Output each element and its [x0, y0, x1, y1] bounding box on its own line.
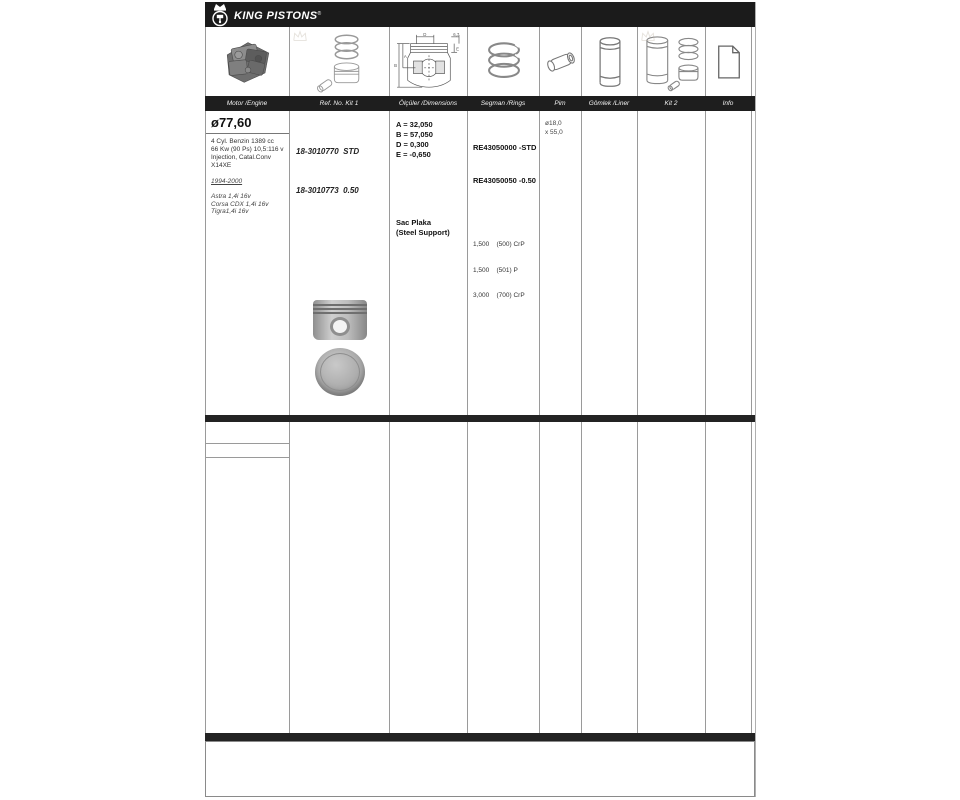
- piston-pin-hole: [330, 317, 350, 336]
- piston-ring-grooves: [313, 304, 367, 315]
- pin-dimensions: ø18,0 x 55,0: [545, 120, 563, 136]
- footer-box: [205, 741, 755, 797]
- piston-dimensions-icon: [393, 32, 465, 92]
- empty-liner-cell: [582, 422, 638, 733]
- engine-years: 1994-2000: [211, 178, 243, 185]
- col-label-kit2: Kit 2: [664, 100, 678, 107]
- ref-kit1-cell: [290, 111, 390, 415]
- empty-kit2-cell: [638, 422, 706, 733]
- pin-cell: [540, 111, 582, 415]
- col-label-dimensions: Ölçüler /Dimensions: [398, 100, 458, 107]
- crown-watermark-icon: [640, 29, 656, 43]
- catalog-page: [205, 2, 756, 797]
- info-cell: [706, 111, 752, 415]
- header-icon-row: [205, 27, 753, 96]
- dimensions-cell: [390, 111, 468, 415]
- col-label-rings: Segman /Rings: [480, 100, 526, 107]
- steel-support-note: Sac Plaka (Steel Support): [396, 218, 450, 237]
- svg-text:A: A: [403, 53, 407, 59]
- pin-icon: [541, 42, 581, 82]
- engine-specs: 4 Cyl. Benzin 1389 cc 66 Kw (90 Ps) 10,5:116 v Injection, Catal.Conv X14XE: [211, 138, 284, 169]
- empty-ref-kit1-cell: [290, 422, 390, 733]
- footer-separator-bar: [205, 733, 755, 741]
- col-label-engine: Motor /Engine: [226, 100, 268, 107]
- column-label-bar: [205, 96, 755, 111]
- svg-text:6,7: 6,7: [452, 31, 459, 37]
- engine-cell-divider: [206, 444, 289, 458]
- crown-piston-emblem-icon: [210, 3, 230, 27]
- header-cell-kit1: [290, 27, 390, 96]
- header-cell-dimensions: [390, 27, 468, 96]
- header-cell-rings: [468, 27, 540, 96]
- crown-watermark-icon: [292, 29, 308, 43]
- svg-text:E: E: [455, 45, 459, 51]
- brand-bar: [205, 2, 755, 27]
- empty-info-cell: [706, 422, 752, 733]
- col-label-ref-kit1: Ref. No. Kit 1: [319, 100, 359, 107]
- empty-pin-cell: [540, 422, 582, 733]
- brand-name: KING PISTONS: [234, 10, 318, 22]
- col-label-liner: Gömlek /Liner: [588, 100, 630, 107]
- empty-rings-cell: [468, 422, 540, 733]
- header-cell-pin: [540, 27, 582, 96]
- rings-cell: [468, 111, 540, 415]
- piston-photos: [290, 300, 389, 396]
- record-separator-bar: [205, 415, 755, 422]
- kit2-cell: [638, 111, 706, 415]
- piston-top-photo: [315, 348, 365, 396]
- liner-icon: [592, 33, 628, 91]
- col-label-info: Info: [722, 100, 734, 107]
- dimension-values: A = 32,050 B = 57,050 D = 0,300 E = -0,650: [396, 120, 433, 159]
- piston-kit-icon: [309, 31, 371, 93]
- header-cell-kit2: [638, 27, 706, 96]
- brand-logo: [210, 2, 321, 27]
- vehicle-models: Astra 1,4i 16v Corsa CDX 1,4i 16v Tigra1,4i 16v: [211, 193, 269, 215]
- record-row: [205, 111, 753, 415]
- engine-icon: [219, 36, 277, 88]
- page-right-border: [755, 2, 756, 797]
- rings-icon: [476, 34, 532, 90]
- bore-diameter: ø77,60: [206, 111, 289, 134]
- header-cell-liner: [582, 27, 638, 96]
- ring-ref-numbers: RE43050000 -STD RE43050050 -0.50: [473, 143, 537, 185]
- svg-text:D: D: [422, 31, 426, 37]
- header-cell-info: [706, 27, 752, 96]
- document-icon: [715, 44, 743, 80]
- header-cell-engine: [206, 27, 290, 96]
- liner-cell: [582, 111, 638, 415]
- piston-side-photo: [313, 300, 367, 340]
- empty-record-row: [205, 422, 753, 733]
- engine-cell: [206, 111, 290, 415]
- brand-trademark: ®: [317, 11, 322, 17]
- engine-cell-divider: [206, 422, 289, 444]
- empty-dimensions-cell: [390, 422, 468, 733]
- empty-engine-cell: [206, 422, 290, 733]
- ring-size-specs: 1,500 (500) CrP 1,500 (501) P 3,000 (700) CrP: [473, 241, 525, 299]
- col-label-pin: Pim: [554, 100, 566, 107]
- svg-text:B: B: [393, 62, 397, 68]
- ref-numbers: 18-3010770 STD 18-3010773 0.50: [296, 147, 360, 195]
